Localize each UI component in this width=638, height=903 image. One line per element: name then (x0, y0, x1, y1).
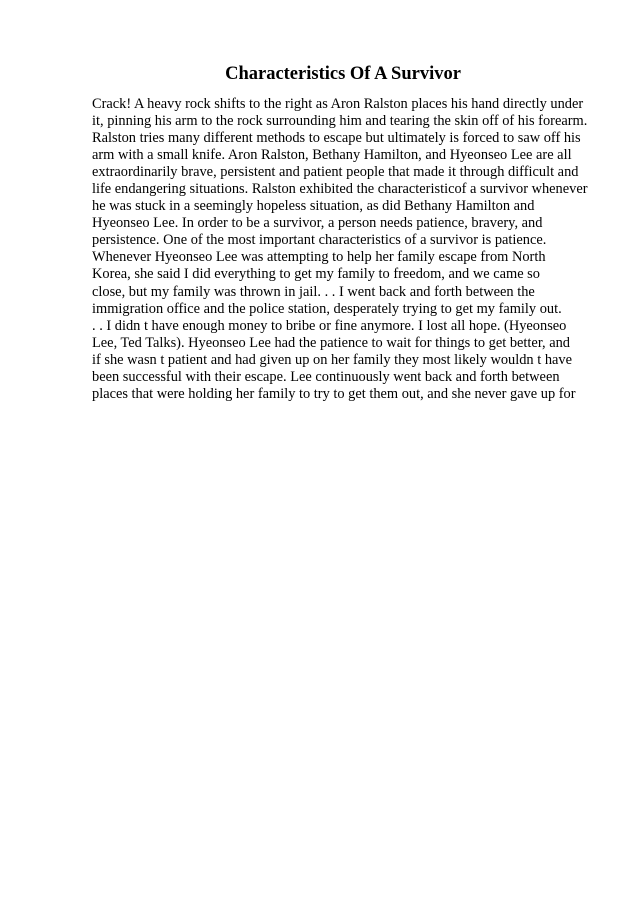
body-line: it, pinning his arm to the rock surrounding him and tearing the skin off of his forearm. (92, 113, 588, 130)
body-line: Lee, Ted Talks). Hyeonseo Lee had the patience to wait for things to get better, and (92, 334, 571, 351)
body-line: Hyeonseo Lee. In order to be a survivor, a person needs patience, bravery, and (92, 215, 543, 232)
body-line: immigration office and the police station, desperately trying to get my family out. (92, 300, 562, 317)
body-line: Whenever Hyeonseo Lee was attempting to help her family escape from North (92, 249, 546, 266)
body-line: Ralston tries many different methods to escape but ultimately is forced to saw off his (92, 130, 581, 147)
body-line: persistence. One of the most important characteristics of a survivor is patience. (92, 232, 547, 249)
page-title: Characteristics Of A Survivor (225, 64, 461, 84)
body-line: life endangering situations. Ralston exhibited the characteristicof a survivor whenever (92, 181, 588, 198)
body-line: Korea, she said I did everything to get my family to freedom, and we came so (92, 266, 540, 283)
body-line: close, but my family was thrown in jail. . . I went back and forth between the (92, 283, 535, 300)
body-line: extraordinarily brave, persistent and patient people that made it through difficult and (92, 164, 579, 181)
body-line: places that were holding her family to try to get them out, and she never gave up for (92, 385, 576, 402)
essay-body (92, 96, 612, 403)
body-line: been successful with their escape. Lee continuously went back and forth between (92, 368, 560, 385)
body-line: arm with a small knife. Aron Ralston, Bethany Hamilton, and Hyeonseo Lee are all (92, 147, 572, 164)
body-line: he was stuck in a seemingly hopeless situation, as did Bethany Hamilton and (92, 198, 535, 215)
body-line: if she wasn t patient and had given up on her family they most likely wouldn t have (92, 351, 572, 368)
body-line: Crack! A heavy rock shifts to the right as Aron Ralston places his hand directly under (92, 96, 584, 112)
body-line: . . I didn t have enough money to bribe or fine anymore. I lost all hope. (Hyeonseo (92, 317, 567, 334)
